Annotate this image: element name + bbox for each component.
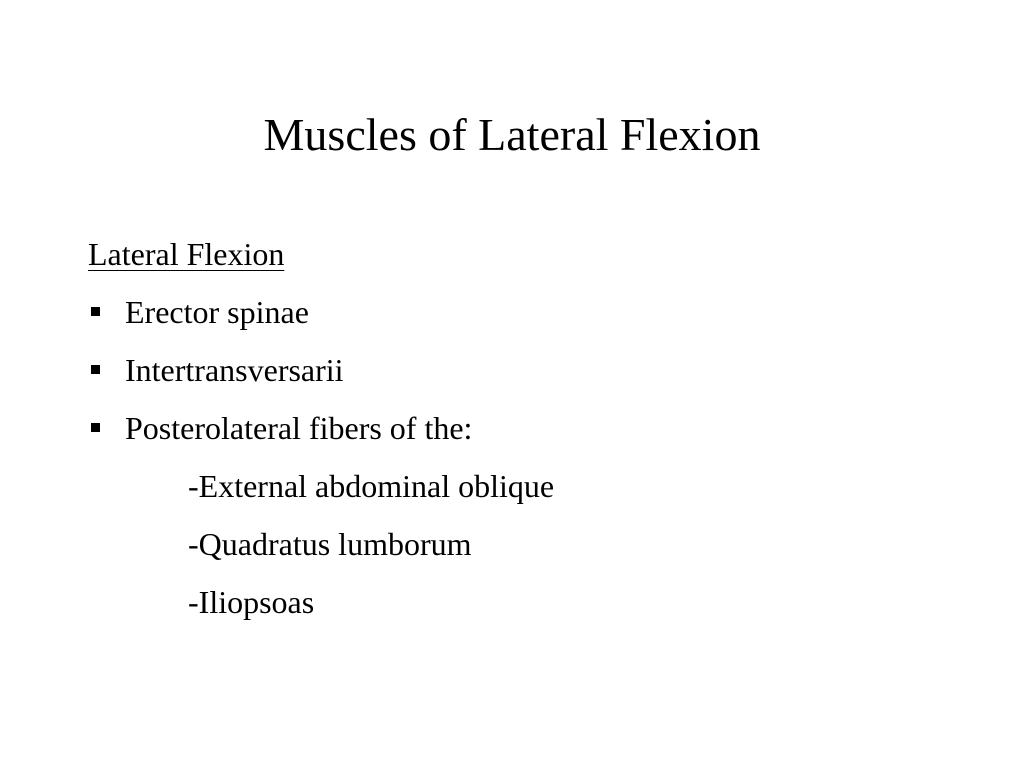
sub-item-text: -Quadratus lumborum [188, 526, 472, 562]
bullet-text: Erector spinae [125, 294, 309, 330]
bullet-text: Posterolateral fibers of the: [125, 410, 473, 446]
bullet-text: Intertransversarii [125, 352, 344, 388]
square-bullet-icon [91, 365, 100, 374]
section-heading: Lateral Flexion [88, 236, 285, 272]
square-bullet-icon [91, 423, 100, 432]
sub-item-list [88, 462, 948, 626]
sub-item [88, 578, 948, 626]
square-bullet-icon [91, 307, 100, 316]
slide-title: Muscles of Lateral Flexion [263, 109, 761, 160]
sub-item [88, 462, 948, 510]
slide-body [88, 230, 948, 636]
bullet-item [88, 288, 948, 336]
sub-item [88, 520, 948, 568]
bullet-item [88, 404, 948, 452]
bullet-list [88, 288, 948, 452]
bullet-item [88, 346, 948, 394]
sub-item-text: -Iliopsoas [188, 584, 315, 620]
sub-item-text: -External abdominal oblique [188, 468, 555, 504]
